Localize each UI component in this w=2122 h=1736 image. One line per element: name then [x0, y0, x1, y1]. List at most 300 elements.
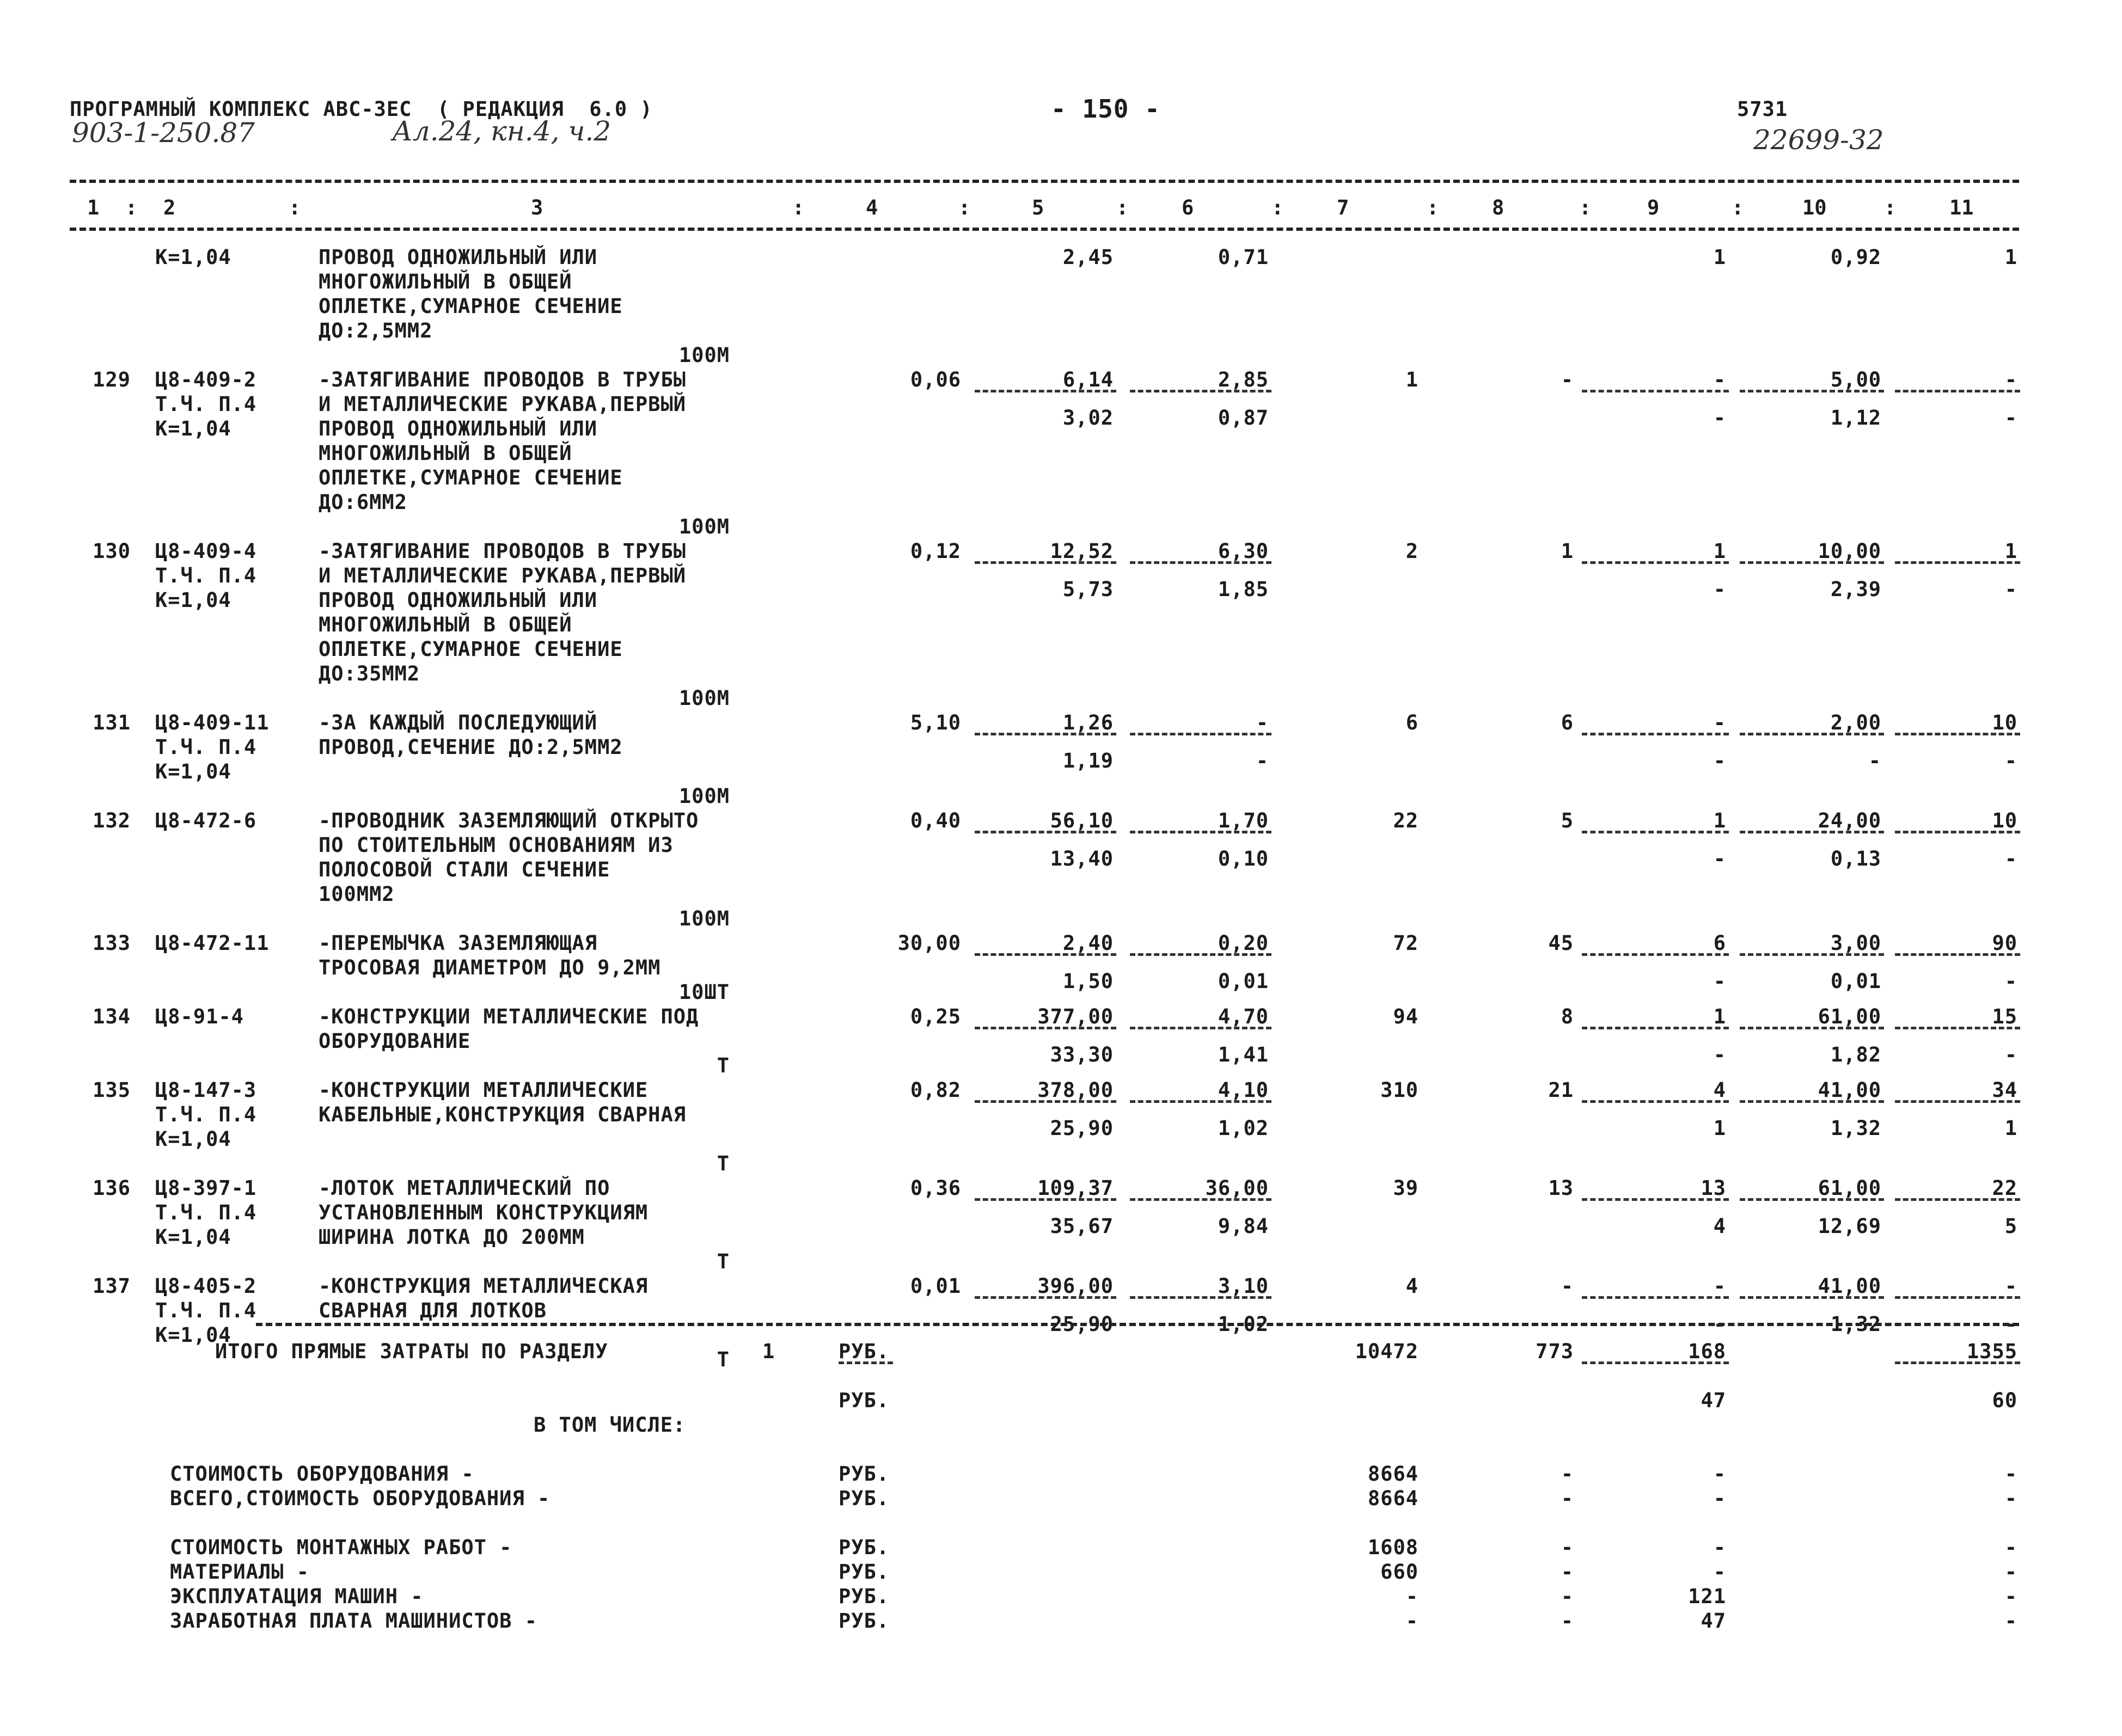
cell-c10b: 1,82 [1830, 1043, 1881, 1066]
cell-c9b: - [1713, 1312, 1726, 1336]
item-code: Ц8-409-11 [155, 711, 270, 734]
column-separator: : [289, 196, 301, 219]
item-number: 137 [93, 1274, 131, 1298]
item-code: Т.Ч. П.4 [155, 1299, 257, 1322]
cell-c11: 1 [2004, 539, 2017, 563]
item-description-line: ДО:2,5ММ2 [319, 319, 433, 342]
subtotal-dash [1740, 561, 1884, 564]
cell-c9b: - [1713, 749, 1726, 772]
summary-c9: - [1713, 1487, 1726, 1510]
column-separator: : [1427, 196, 1439, 219]
cell-c9b: 1 [1713, 1117, 1726, 1140]
summary-c8: - [1561, 1585, 1574, 1608]
subtotal-dash [1130, 561, 1271, 564]
cell-c5b: 3,02 [1062, 406, 1114, 430]
cell-c8: 45 [1548, 931, 1574, 955]
column-header: 1 [87, 196, 100, 219]
program-title: ПРОГРАМНЫЙ КОМПЛЕКС АВС-ЗЕС ( РЕДАКЦИЯ 6.0 ) [70, 97, 653, 121]
unit-label: 100М [678, 686, 730, 710]
cell-c10: 0,92 [1830, 246, 1881, 269]
item-number: 131 [93, 711, 131, 734]
cell-c5: 12,52 [1050, 539, 1114, 563]
cell-c5: 377,00 [1037, 1005, 1114, 1028]
cell-c7: 39 [1393, 1176, 1418, 1200]
subtotal-dash [1582, 953, 1729, 956]
subtotal-dash [1130, 831, 1271, 833]
item-description-line: КАБЕЛЬНЫЕ,КОНСТРУКЦИЯ СВАРНАЯ [319, 1103, 687, 1126]
cell-c10b: 0,13 [1830, 847, 1881, 870]
cell-c5: 1,26 [1062, 711, 1114, 734]
cell-c11b: - [2004, 406, 2017, 430]
item-number: 130 [93, 539, 131, 563]
item-description-line: УСТАНОВЛЕННЫМ КОНСТРУКЦИЯМ [319, 1201, 649, 1224]
summary-c7: 660 [1380, 1560, 1418, 1584]
cell-c11b: - [2004, 1312, 2017, 1336]
summary-label: ЗАРАБОТНАЯ ПЛАТА МАШИНИСТОВ - [170, 1609, 538, 1633]
subtotal-dash [1130, 1100, 1271, 1103]
cell-c9: - [1713, 1274, 1726, 1298]
totals-c11: 1355 [1966, 1340, 2017, 1363]
cell-c6: 2,85 [1218, 368, 1269, 391]
item-description-line: ОПЛЕТКЕ,СУМАРНОЕ СЕЧЕНИЕ [319, 466, 623, 489]
including-heading: В ТОМ ЧИСЛЕ: [534, 1413, 686, 1437]
cell-c6: 0,71 [1218, 246, 1269, 269]
page-number: - 150 - [1051, 94, 1160, 124]
item-code: К=1,04 [155, 417, 231, 440]
cell-c11: 90 [1992, 931, 2017, 955]
cell-c8: 21 [1548, 1078, 1574, 1102]
subtotal-dash [1582, 733, 1729, 735]
item-code: Ц8-147-3 [155, 1078, 257, 1102]
totals-c8: 773 [1536, 1340, 1574, 1363]
summary-c11: - [2004, 1487, 2017, 1510]
summary-unit: РУБ. [839, 1609, 890, 1633]
cell-c9: 13 [1701, 1176, 1726, 1200]
cell-c10b: 1,32 [1830, 1312, 1881, 1336]
item-code: Т.Ч. П.4 [155, 1103, 257, 1126]
summary-label: СТОИМОСТЬ МОНТАЖНЫХ РАБОТ - [170, 1536, 512, 1559]
subtotal-dash [1740, 1027, 1884, 1029]
cell-c9b: - [1713, 847, 1726, 870]
column-separator: : [1732, 196, 1744, 219]
item-description-line: ДО:6ММ2 [319, 490, 407, 514]
cell-c6: - [1256, 711, 1269, 734]
cell-c11: 10 [1992, 711, 2017, 734]
unit-label: 10ШТ [678, 980, 730, 1004]
subtotal-dash [975, 953, 1116, 956]
item-description-line: ПО СТОИТЕЛЬНЫМ ОСНОВАНИЯМ ИЗ [319, 833, 674, 857]
item-code: Ц8-472-11 [155, 931, 270, 955]
column-header: 9 [1647, 196, 1660, 219]
cell-c10b: 1,32 [1830, 1117, 1881, 1140]
summary-c8: - [1561, 1487, 1574, 1510]
column-header: 5 [1032, 196, 1044, 219]
cell-c5: 2,45 [1062, 246, 1114, 269]
cell-c9: 1 [1713, 1005, 1726, 1028]
subtotal-dash [975, 1198, 1116, 1201]
item-description-line: -ЗАТЯГИВАНИЕ ПРОВОДОВ В ТРУБЫ [319, 368, 687, 391]
subtotal-dash [1740, 1296, 1884, 1299]
column-separator: : [125, 196, 138, 219]
unit-label: 100М [678, 343, 730, 367]
summary-c11: - [2004, 1609, 2017, 1633]
item-number: 133 [93, 931, 131, 955]
cell-c4: 30,00 [897, 931, 961, 955]
item-description-line: 100ММ2 [319, 882, 395, 906]
subtotal-dash [1582, 1027, 1729, 1029]
subtotal-dash [1895, 1100, 2020, 1103]
cell-c6b: 0,10 [1218, 847, 1269, 870]
cell-c7: 72 [1393, 931, 1418, 955]
summary-c9: - [1713, 1462, 1726, 1486]
summary-c7: - [1405, 1585, 1418, 1608]
column-separator: : [1579, 196, 1592, 219]
cell-c10: 2,00 [1830, 711, 1881, 734]
cell-c10b: 2,39 [1830, 578, 1881, 601]
cell-c9: - [1713, 368, 1726, 391]
cell-c6b: 9,84 [1218, 1214, 1269, 1238]
summary-c11: - [2004, 1585, 2017, 1608]
cell-c5b: 1,50 [1062, 970, 1114, 993]
subtotal-dash [1582, 1296, 1729, 1299]
item-description-line: ПОЛОСОВОЙ СТАЛИ СЕЧЕНИЕ [319, 858, 610, 881]
cell-c11b: 5 [2004, 1214, 2017, 1238]
summary-c7: 8664 [1367, 1462, 1418, 1486]
cell-c5b: 25,90 [1050, 1117, 1114, 1140]
cell-c11b: - [2004, 1043, 2017, 1066]
cell-c11b: - [2004, 749, 2017, 772]
cell-c7: 22 [1393, 809, 1418, 832]
item-code: К=1,04 [155, 1127, 231, 1151]
subtotal-dash [1582, 1100, 1729, 1103]
cell-c6: 1,70 [1218, 809, 1269, 832]
summary-label: СТОИМОСТЬ ОБОРУДОВАНИЯ - [170, 1462, 474, 1486]
unit-label: Т [717, 1054, 730, 1077]
item-description-line: МНОГОЖИЛЬНЫЙ В ОБЩЕЙ [319, 613, 572, 636]
cell-c11: 10 [1992, 809, 2017, 832]
cell-c9: 1 [1713, 809, 1726, 832]
cell-c8: - [1561, 368, 1574, 391]
subtotal-dash [975, 1100, 1116, 1103]
cell-c5: 56,10 [1050, 809, 1114, 832]
cell-c9: - [1713, 711, 1726, 734]
cell-c5b: 5,73 [1062, 578, 1114, 601]
cell-c5b: 1,19 [1062, 749, 1114, 772]
cell-c5: 378,00 [1037, 1078, 1114, 1102]
subtotal-dash [1130, 390, 1271, 392]
column-header: 4 [866, 196, 878, 219]
subtotal-dash [975, 831, 1116, 833]
unit-label: 100М [678, 784, 730, 808]
handwritten-album-ref: Ал.24, кн.4, ч.2 [392, 115, 611, 147]
cell-c10: 61,00 [1818, 1176, 1881, 1200]
unit-label: Т [717, 1250, 730, 1273]
cell-c4: 0,82 [910, 1078, 961, 1102]
subtotal-dash [1582, 1361, 1729, 1364]
cell-c7: 2 [1405, 539, 1418, 563]
subtotal-dash [1895, 953, 2020, 956]
cell-c9b: - [1713, 578, 1726, 601]
cell-c5: 109,37 [1037, 1176, 1114, 1200]
cell-c10: 41,00 [1818, 1274, 1881, 1298]
item-number: 129 [93, 368, 131, 391]
summary-c8: - [1561, 1536, 1574, 1559]
item-code: Ц8-397-1 [155, 1176, 257, 1200]
summary-unit: РУБ. [839, 1487, 890, 1510]
item-code: Т.Ч. П.4 [155, 1201, 257, 1224]
doc-code: 5731 [1737, 97, 1788, 121]
unit-label: 100М [678, 907, 730, 930]
item-description-line: ДО:35ММ2 [319, 662, 420, 685]
subtotal-dash [1895, 561, 2020, 564]
cell-c8: 5 [1561, 809, 1574, 832]
subtotal-dash [1582, 1198, 1729, 1201]
subtotal-dash [975, 390, 1116, 392]
item-description-line: ПРОВОД,СЕЧЕНИЕ ДО:2,5ММ2 [319, 735, 623, 759]
subtotal-dash [1895, 390, 2020, 392]
totals-unit-dash [839, 1361, 893, 1364]
item-description-line: МНОГОЖИЛЬНЫЙ В ОБЩЕЙ [319, 270, 572, 293]
cell-c11b: - [2004, 970, 2017, 993]
item-description-line: ОПЛЕТКЕ,СУМАРНОЕ СЕЧЕНИЕ [319, 295, 623, 318]
item-number: 132 [93, 809, 131, 832]
item-code: К=1,04 [155, 246, 231, 269]
summary-c9: 47 [1701, 1609, 1726, 1633]
totals-label: ИТОГО ПРЯМЫЕ ЗАТРАТЫ ПО РАЗДЕЛУ [215, 1340, 608, 1363]
subtotal-dash [1895, 1296, 2020, 1299]
cell-c11: 22 [1992, 1176, 2017, 1200]
cell-c7: 94 [1393, 1005, 1418, 1028]
cell-c8: 13 [1548, 1176, 1574, 1200]
column-header: 10 [1802, 196, 1827, 219]
subtotal-dash [975, 561, 1116, 564]
cell-c6b: 0,01 [1218, 970, 1269, 993]
subtotal-dash [975, 1296, 1116, 1299]
summary-c8: - [1561, 1462, 1574, 1486]
subtotal-dash [975, 1027, 1116, 1029]
cell-c9: 6 [1713, 931, 1726, 955]
item-description-line: ТРОСОВАЯ ДИАМЕТРОМ ДО 9,2ММ [319, 956, 661, 979]
column-header: 3 [531, 196, 543, 219]
cell-c11: 34 [1992, 1078, 2017, 1102]
cell-c11b: - [2004, 847, 2017, 870]
cell-c6: 6,30 [1218, 539, 1269, 563]
item-number: 134 [93, 1005, 131, 1028]
item-code: К=1,04 [155, 760, 231, 783]
totals-rule [256, 1323, 2019, 1326]
cell-c6b: 1,02 [1218, 1312, 1269, 1336]
cell-c4: 0,06 [910, 368, 961, 391]
cell-c10b: - [1868, 749, 1881, 772]
item-description-line: СВАРНАЯ ДЛЯ ЛОТКОВ [319, 1299, 547, 1322]
cell-c4: 0,25 [910, 1005, 961, 1028]
cell-c11: 15 [1992, 1005, 2017, 1028]
cell-c8: - [1561, 1274, 1574, 1298]
cell-c11: 1 [2004, 246, 2017, 269]
cell-c4: 0,01 [910, 1274, 961, 1298]
cell-c6: 4,70 [1218, 1005, 1269, 1028]
summary-unit: РУБ. [839, 1585, 890, 1608]
summary-unit: РУБ. [839, 1536, 890, 1559]
item-description-line: -ЗА КАЖДЫЙ ПОСЛЕДУЮЩИЙ [319, 711, 598, 734]
totals-c9b: 47 [1701, 1389, 1726, 1412]
summary-c9: - [1713, 1560, 1726, 1584]
unit-label: Т [717, 1348, 730, 1371]
column-separator: : [1271, 196, 1284, 219]
cell-c8: 6 [1561, 711, 1574, 734]
cell-c10b: 12,69 [1818, 1214, 1881, 1238]
column-separator: : [958, 196, 971, 219]
cell-c10: 3,00 [1830, 931, 1881, 955]
subtotal-dash [1130, 733, 1271, 735]
summary-label: ВСЕГО,СТОИМОСТЬ ОБОРУДОВАНИЯ - [170, 1487, 551, 1510]
item-description-line: И МЕТАЛЛИЧЕСКИЕ РУКАВА,ПЕРВЫЙ [319, 564, 687, 587]
item-description-line: ОПЛЕТКЕ,СУМАРНОЕ СЕЧЕНИЕ [319, 637, 623, 661]
subtotal-dash [1582, 561, 1729, 564]
item-code: Ц8-409-4 [155, 539, 257, 563]
cell-c9b: - [1713, 970, 1726, 993]
cell-c8: 8 [1561, 1005, 1574, 1028]
cell-c9: 1 [1713, 539, 1726, 563]
cell-c5: 2,40 [1062, 931, 1114, 955]
totals-c7: 10472 [1355, 1340, 1418, 1363]
subtotal-dash [1740, 1198, 1884, 1201]
item-code: К=1,04 [155, 588, 231, 612]
cell-c9: 1 [1713, 246, 1726, 269]
cell-c6: 4,10 [1218, 1078, 1269, 1102]
subtotal-dash [1582, 831, 1729, 833]
summary-label: МАТЕРИАЛЫ - [170, 1560, 310, 1584]
cell-c5: 6,14 [1062, 368, 1114, 391]
cell-c4: 5,10 [910, 711, 961, 734]
handwritten-doc-number: 903-1-250.87 [72, 117, 255, 149]
column-header: 8 [1492, 196, 1505, 219]
item-code: К=1,04 [155, 1323, 231, 1347]
cell-c6: 36,00 [1205, 1176, 1269, 1200]
cell-c10: 5,00 [1830, 368, 1881, 391]
totals-c11b: 60 [1992, 1389, 2017, 1412]
subtotal-dash [1895, 1361, 2020, 1364]
cell-c7: 6 [1405, 711, 1418, 734]
cell-c10: 24,00 [1818, 809, 1881, 832]
cell-c11: - [2004, 1274, 2017, 1298]
cell-c11b: - [2004, 578, 2017, 601]
handwritten-sheet-number: 22699-32 [1753, 124, 1884, 156]
cell-c6b: 1,85 [1218, 578, 1269, 601]
summary-label: ЭКСПЛУАТАЦИЯ МАШИН - [170, 1585, 424, 1608]
subtotal-dash [1582, 390, 1729, 392]
subtotal-dash [1740, 1100, 1884, 1103]
item-code: Т.Ч. П.4 [155, 735, 257, 759]
column-separator: : [1116, 196, 1129, 219]
item-description-line: ПРОВОД ОДНОЖИЛЬНЫЙ ИЛИ [319, 417, 598, 440]
cell-c5b: 35,67 [1050, 1214, 1114, 1238]
cell-c5b: 33,30 [1050, 1043, 1114, 1066]
item-description-line: -КОНСТРУКЦИИ МЕТАЛЛИЧЕСКИЕ [319, 1078, 649, 1102]
cell-c9b: - [1713, 406, 1726, 430]
subtotal-dash [1130, 1296, 1271, 1299]
item-description-line: -ЛОТОК МЕТАЛЛИЧЕСКИЙ ПО [319, 1176, 610, 1200]
totals-c9: 168 [1688, 1340, 1726, 1363]
cell-c4: 0,40 [910, 809, 961, 832]
unit-label: Т [717, 1152, 730, 1175]
summary-c11: - [2004, 1536, 2017, 1559]
item-code: Ц8-91-4 [155, 1005, 244, 1028]
cell-c6b: 0,87 [1218, 406, 1269, 430]
cell-c7: 4 [1405, 1274, 1418, 1298]
cell-c9b: 4 [1713, 1214, 1726, 1238]
column-separator: : [1884, 196, 1897, 219]
subtotal-dash [1895, 1027, 2020, 1029]
column-header: 6 [1182, 196, 1194, 219]
subtotal-dash [1740, 953, 1884, 956]
cell-c6: 3,10 [1218, 1274, 1269, 1298]
summary-c8: - [1561, 1609, 1574, 1633]
summary-c11: - [2004, 1462, 2017, 1486]
subtotal-dash [1895, 831, 2020, 833]
header-rule-bottom [70, 228, 2019, 231]
item-description-line: -ПРОВОДНИК ЗАЗЕМЛЯЮЩИЙ ОТКРЫТО [319, 809, 699, 832]
item-description-line: ПРОВОД ОДНОЖИЛЬНЫЙ ИЛИ [319, 588, 598, 612]
summary-c7: 1608 [1367, 1536, 1418, 1559]
summary-unit: РУБ. [839, 1462, 890, 1486]
summary-c9: 121 [1688, 1585, 1726, 1608]
cell-c6b: 1,41 [1218, 1043, 1269, 1066]
subtotal-dash [1740, 733, 1884, 735]
subtotal-dash [1130, 1198, 1271, 1201]
cell-c4: 0,12 [910, 539, 961, 563]
totals-section: 1 [762, 1340, 775, 1363]
cell-c10b: 0,01 [1830, 970, 1881, 993]
totals-unit: РУБ. [839, 1340, 890, 1363]
summary-c9: - [1713, 1536, 1726, 1559]
totals-unit: РУБ. [839, 1389, 890, 1412]
cell-c5: 396,00 [1037, 1274, 1114, 1298]
cell-c10: 10,00 [1818, 539, 1881, 563]
item-code: Т.Ч. П.4 [155, 564, 257, 587]
cell-c6: 0,20 [1218, 931, 1269, 955]
item-code: Ц8-472-6 [155, 809, 257, 832]
cell-c6b: - [1256, 749, 1269, 772]
cell-c8: 1 [1561, 539, 1574, 563]
item-code: Ц8-409-2 [155, 368, 257, 391]
subtotal-dash [975, 733, 1116, 735]
cell-c9: 4 [1713, 1078, 1726, 1102]
summary-c7: - [1405, 1609, 1418, 1633]
cell-c9b: - [1713, 1043, 1726, 1066]
cell-c5b: 13,40 [1050, 847, 1114, 870]
item-code: К=1,04 [155, 1225, 231, 1249]
subtotal-dash [1740, 831, 1884, 833]
item-description-line: ШИРИНА ЛОТКА ДО 200ММ [319, 1225, 585, 1249]
header-rule-top [70, 180, 2019, 183]
cell-c11b: 1 [2004, 1117, 2017, 1140]
cell-c5b: 25,90 [1050, 1312, 1114, 1336]
cell-c10b: 1,12 [1830, 406, 1881, 430]
cell-c4: 0,36 [910, 1176, 961, 1200]
item-number: 135 [93, 1078, 131, 1102]
item-code: Ц8-405-2 [155, 1274, 257, 1298]
item-description-line: -КОНСТРУКЦИИ МЕТАЛЛИЧЕСКИЕ ПОД [319, 1005, 699, 1028]
subtotal-dash [1130, 953, 1271, 956]
item-description-line: МНОГОЖИЛЬНЫЙ В ОБЩЕЙ [319, 441, 572, 465]
cell-c10: 41,00 [1818, 1078, 1881, 1102]
column-header: 2 [163, 196, 176, 219]
item-number: 136 [93, 1176, 131, 1200]
cell-c6b: 1,02 [1218, 1117, 1269, 1140]
item-code: Т.Ч. П.4 [155, 392, 257, 416]
item-description-line: И МЕТАЛЛИЧЕСКИЕ РУКАВА,ПЕРВЫЙ [319, 392, 687, 416]
